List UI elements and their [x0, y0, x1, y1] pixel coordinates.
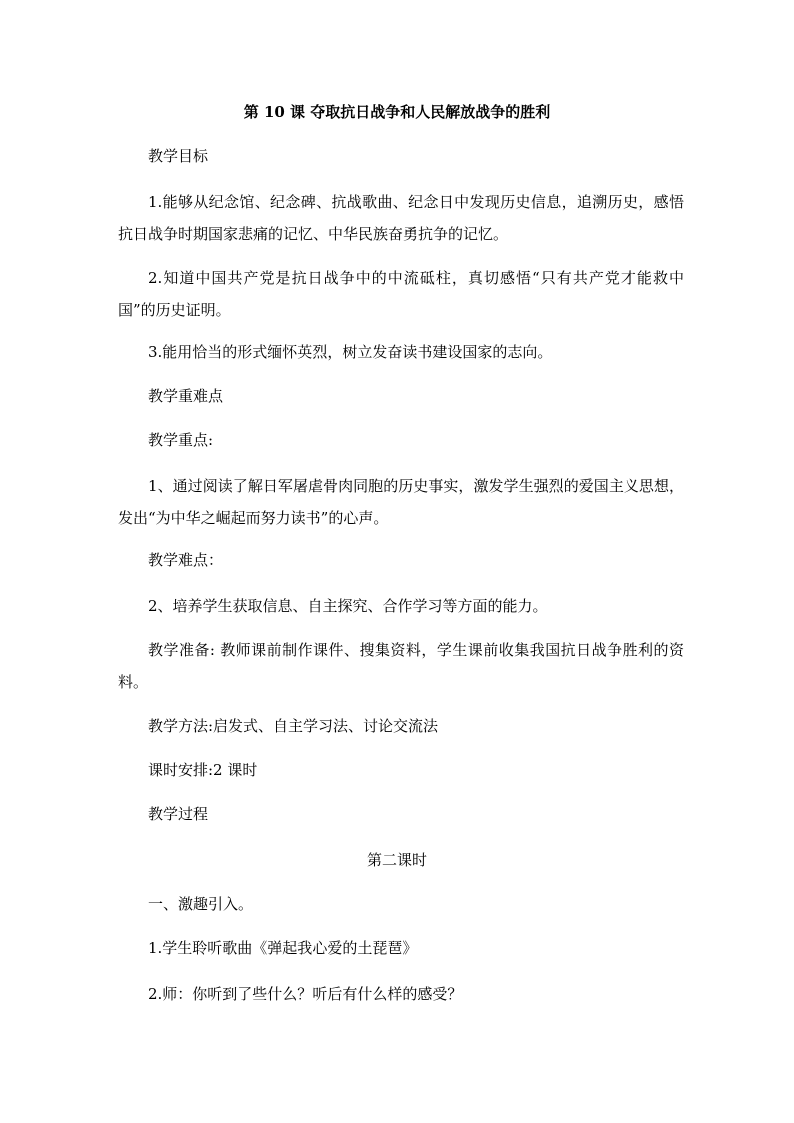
class-schedule: 课时安排:2 课时	[148, 761, 258, 779]
key-point-1: 1、通过阅读了解日军屠虐骨肉同胞的历史事实，激发学生强烈的爱国主义思想，发出“为中华之崛起而努力读书”的心声。	[118, 477, 684, 527]
section-second-lesson: 第二课时	[366, 851, 427, 869]
heading-teaching-process: 教学过程	[148, 805, 209, 823]
heading-difficult-points: 教学难点：	[148, 551, 224, 569]
difficult-point-2: 2、培养学生获取信息、自主探究、合作学习等方面的能力。	[148, 597, 548, 615]
teaching-preparation: 教学准备: 教师课前制作课件、搜集资料，学生课前收集我国抗日战争胜利的资料。	[118, 641, 684, 691]
lesson-title: 第 10 课 夺取抗日战争和人民解放战争的胜利	[243, 103, 551, 121]
step-one-introduction: 一、激趣引入。	[148, 895, 254, 913]
objective-2: 2.知道中国共产党是抗日战争中的中流砥柱，真切感悟“只有共产党才能救中国”的历史证明。	[118, 269, 684, 319]
teaching-methods: 教学方法:启发式、自主学习法、讨论交流法	[148, 717, 439, 735]
step-1-listen-song: 1.学生聆听歌曲《弹起我心爱的土琵琶》	[148, 939, 418, 957]
step-2-teacher-question: 2.师：你听到了些什么？听后有什么样的感受？	[148, 985, 463, 1003]
heading-key-points: 教学重点:	[148, 431, 214, 449]
heading-teaching-objectives: 教学目标	[148, 147, 209, 165]
heading-key-difficult-points: 教学重难点	[148, 387, 224, 405]
objective-3: 3.能用恰当的形式缅怀英烈，树立发奋读书建设国家的志向。	[148, 343, 553, 361]
objective-1: 1.能够从纪念馆、纪念碑、抗战歌曲、纪念日中发现历史信息，追溯历史，感悟抗日战争时期国家悲痛的记忆、中华民族奋勇抗争的记忆。	[118, 193, 684, 243]
